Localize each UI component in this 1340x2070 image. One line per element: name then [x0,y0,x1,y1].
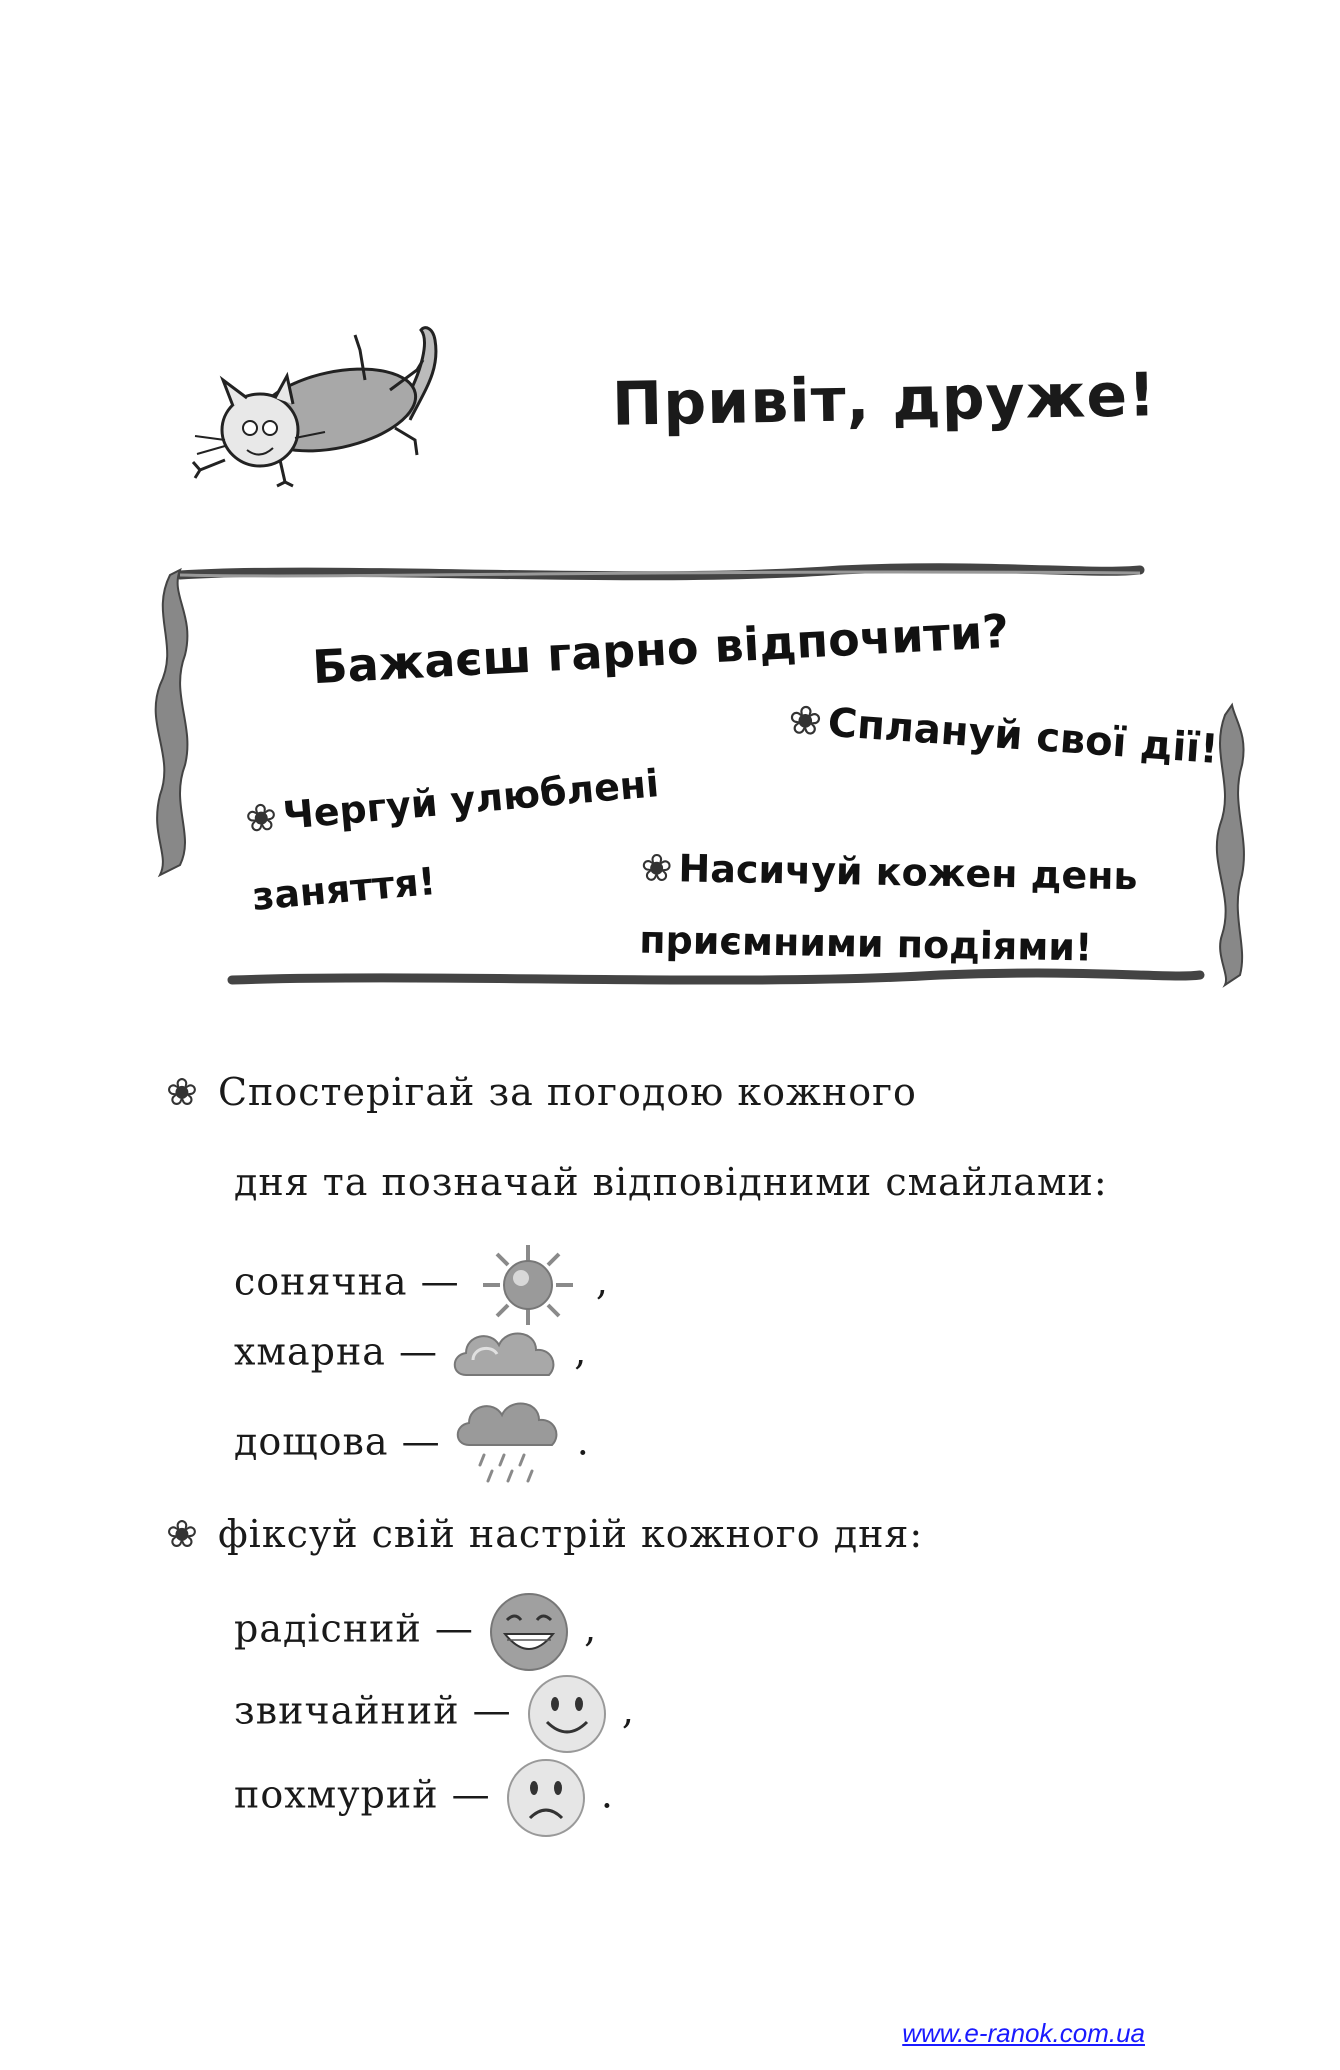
weather-intro-line-1: ❀ Спостерігай за погодою кожного [166,1070,917,1114]
mood-item-gloomy: похмурий — . [234,1756,614,1840]
mood-item-happy: радісний — , [234,1590,597,1674]
smile-smiley-icon [525,1672,609,1756]
grin-smiley-icon [487,1590,571,1674]
weather-item-cloudy: хмарна — , [234,1320,587,1390]
weather-item-sunny: сонячна — , [234,1240,609,1330]
flower-icon: ❀ [166,1512,199,1556]
weather-intro-line-2: дня та позначай відповідними смайлами: [234,1160,1108,1204]
frown-smiley-icon [504,1756,588,1840]
flower-icon: ❀ [640,845,673,891]
sun-icon [473,1240,583,1330]
banner-tip-3: ❀ Насичуй кожен день приємними подіями! [639,845,1138,970]
flower-icon: ❀ [166,1070,199,1114]
mood-intro: ❀ фіксуй свій настрій кожного дня: [166,1512,924,1556]
cat-illustration [185,310,445,490]
cloud-icon [451,1320,561,1390]
rain-cloud-icon [454,1395,564,1495]
flower-icon: ❀ [786,697,824,746]
weather-item-rainy: дощова — . [234,1395,590,1495]
banner-question: Бажаєш гарно відпочити? [311,603,1011,695]
banner-tip-2: ❀Сплануй свої дії! [786,697,1220,773]
page-title: Привіт, друже! [611,360,1158,440]
flower-icon: ❀ [243,794,280,842]
footer-website-link[interactable]: www.e-ranok.com.ua [902,2018,1145,2048]
mood-item-normal: звичайний — , [234,1672,635,1756]
banner-tip-1: ❀Чергуй улюблені заняття! [243,761,661,919]
